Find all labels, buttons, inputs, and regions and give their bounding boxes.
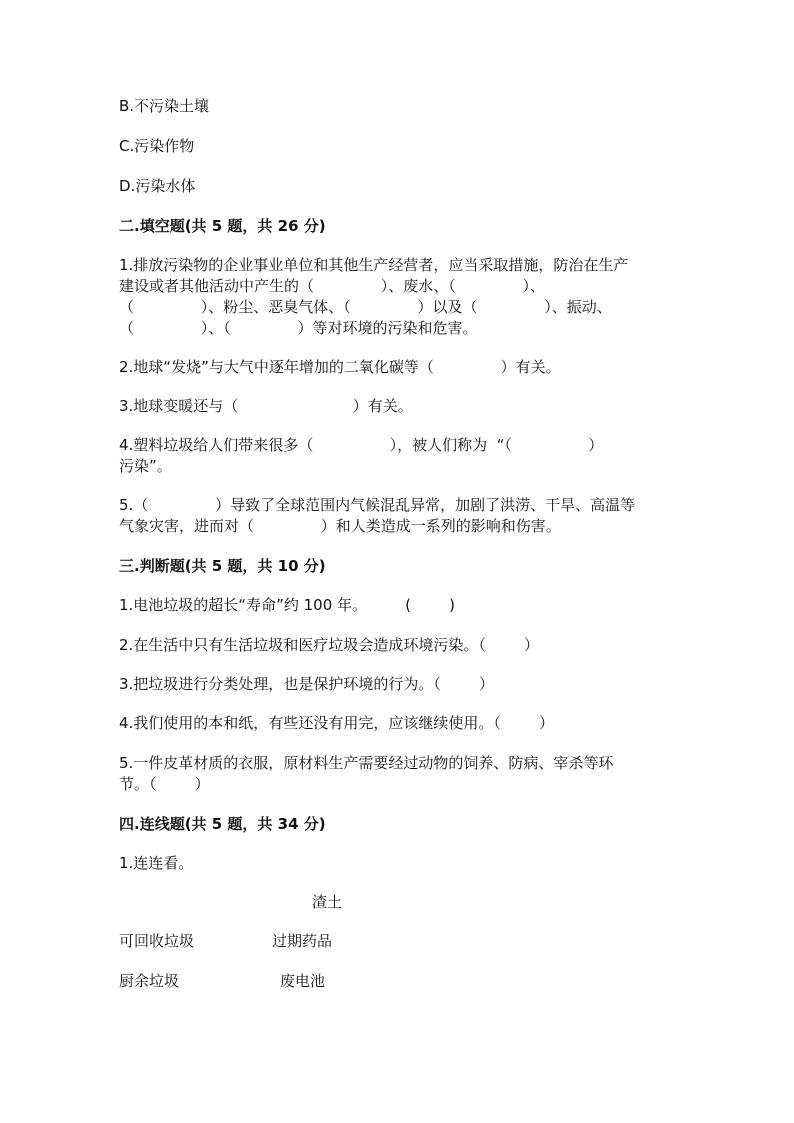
judge-q4: 4.我们使用的本和纸，有些还没有用完，应该继续使用。（ ）	[119, 714, 554, 732]
match-right-item: 废电池	[280, 972, 326, 990]
option-b: B.不污染土壤	[119, 97, 210, 115]
fill-q1-line4: （ ）、（ ）等对环境的污染和危害。	[119, 319, 478, 337]
fill-q2: 2.地球“发烧”与大气中逐年增加的二氧化碳等（ ）有关。	[119, 358, 561, 376]
judge-q2: 2.在生活中只有生活垃圾和医疗垃圾会造成环境污染。（ ）	[119, 636, 539, 654]
match-q1: 1.连连看。	[119, 854, 194, 872]
judge-q5-line2: 节。（ ）	[119, 775, 210, 793]
fill-q1-line1: 1.排放污染物的企业事业单位和其他生产经营者，应当采取措施，防治在生产	[119, 256, 629, 274]
judge-q3: 3.把垃圾进行分类处理，也是保护环境的行为。（ ）	[119, 675, 494, 693]
fill-q5-line2: 气象灾害，进而对（ ）和人类造成一系列的影响和伤害。	[119, 517, 561, 535]
match-right-item: 渣土	[312, 893, 343, 911]
match-right-item: 过期药品	[272, 932, 333, 950]
fill-q4-line1: 4.塑料垃圾给人们带来很多（ ），被人们称为 “（ ）	[119, 436, 604, 454]
fill-q3: 3.地球变暖还与（ ）有关。	[119, 397, 413, 415]
section-three-heading: 三.判断题(共 5 题，共 10 分)	[119, 557, 326, 575]
match-left-item: 厨余垃圾	[119, 972, 180, 990]
fill-q1-line3: （ ）、粉尘、恶臭气体、（ ）以及（ ）、振动、	[119, 298, 612, 316]
fill-q5-line1: 5.（ ）导致了全球范围内气候混乱异常，加剧了洪涝、干旱、高温等	[119, 496, 636, 514]
option-d: D.污染水体	[119, 177, 196, 195]
fill-q4-line2: 污染”。	[119, 457, 172, 475]
fill-q1-line2: 建设或者其他活动中产生的（ ）、废水、（ ）、	[119, 277, 546, 295]
judge-q5-line1: 5.一件皮革材质的衣服，原材料生产需要经过动物的饲养、防病、宰杀等环	[119, 754, 614, 772]
section-two-heading: 二.填空题(共 5 题，共 26 分)	[119, 217, 326, 235]
judge-q1: 1.电池垃圾的超长“寿命”约 100 年。 ( )	[119, 596, 456, 614]
option-c: C.污染作物	[119, 137, 195, 155]
section-four-heading: 四.连线题(共 5 题，共 34 分)	[119, 815, 326, 833]
match-left-item: 可回收垃圾	[119, 932, 195, 950]
